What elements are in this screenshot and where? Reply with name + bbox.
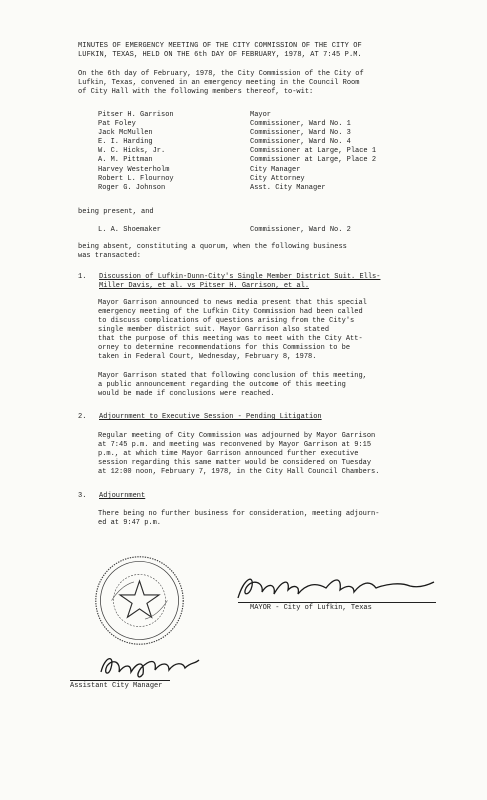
member-name: Pat Foley xyxy=(98,120,136,129)
intro-line: of City Hall with the following members thereof, to-wit: xyxy=(78,88,314,96)
member-name: Robert L. Flournoy xyxy=(98,174,174,183)
member-name: W. C. Hicks, Jr. xyxy=(98,147,166,156)
paragraph-line: orney to determine recommendations for this Commission to be xyxy=(98,344,351,352)
member-name: A. M. Pittman xyxy=(98,156,153,165)
paragraph-line: Regular meeting of City Commission was adjourned by Mayor Garrison xyxy=(98,432,376,440)
mayor-signature-caption: MAYOR - City of Lufkin, Texas xyxy=(250,604,372,612)
quorum-line: was transacted: xyxy=(78,252,142,260)
item-heading-line: Miller Davis, et al. vs Pitser H. Garrison, et al. xyxy=(99,282,310,290)
item-heading-line: Discussion of Lufkin-Dunn-City's Single Member District Suit. Ells- xyxy=(99,273,381,281)
member-title: Mayor xyxy=(250,111,272,119)
title-line: LUFKIN, TEXAS, HELD ON THE 6th DAY OF FEBRUARY, 1978, AT 7:45 P.M. xyxy=(78,51,362,59)
item-2-paragraph xyxy=(98,432,448,477)
paragraph-line: Mayor Garrison announced to news media present that this special xyxy=(98,299,367,307)
member-name: Roger G. Johnson xyxy=(98,183,166,192)
quorum-statement xyxy=(78,243,438,261)
agenda-item-1 xyxy=(78,273,450,291)
intro-paragraph xyxy=(78,70,448,97)
item-heading xyxy=(99,492,450,501)
item-1-paragraph-1 xyxy=(98,299,448,362)
mayor-signature-icon xyxy=(230,570,445,602)
intro-line: On the 6th day of February, 1978, the City Commission of the City of xyxy=(78,70,364,78)
item-3-paragraph xyxy=(98,510,448,528)
quorum-line: being absent, constituting a quorum, when the following business xyxy=(78,243,347,251)
paragraph-line: ed at 9:47 p.m. xyxy=(98,519,162,527)
paragraph-line: at 7:45 p.m. and meeting was reconvened by Mayor Garrison at 9:15 xyxy=(98,441,372,449)
member-title: City Attorney xyxy=(250,174,305,183)
assistant-signature-icon xyxy=(95,650,205,680)
member-title: Asst. City Manager xyxy=(250,183,326,192)
agenda-item-3 xyxy=(78,492,450,501)
paragraph-line: that the purpose of this meeting was to meet with the City Att- xyxy=(98,335,363,343)
item-number: 1. xyxy=(78,273,87,281)
member-title: Commissioner, Ward No. 1 xyxy=(250,120,351,129)
member-title: Commissioner at Large, Place 2 xyxy=(250,156,377,165)
item-heading xyxy=(99,273,450,291)
mayor-signature-line xyxy=(238,602,436,603)
item-heading-line: Adjournment xyxy=(99,492,146,500)
paragraph-line: at 12:00 noon, February 7, 1978, in the City Hall Council Chambers. xyxy=(98,468,380,476)
member-title: Commissioner, Ward No. 2 xyxy=(250,226,351,234)
city-seal-icon xyxy=(93,554,186,647)
member-name: Harvey Westerholm xyxy=(98,165,170,174)
title-line: MINUTES OF EMERGENCY MEETING OF THE CITY COMMISSION OF THE CITY OF xyxy=(78,42,362,50)
member-name: Jack McMullen xyxy=(98,129,153,138)
paragraph-line: to discuss complications of questions arising from the City's xyxy=(98,317,355,325)
paragraph-line: session regarding this same matter would be considered on Tuesday xyxy=(98,459,372,467)
assistant-signature-line xyxy=(70,680,170,681)
paragraph-line: single member district suit. Mayor Garrison also stated xyxy=(98,326,330,334)
member-name: L. A. Shoemaker xyxy=(98,226,162,234)
item-heading-line: Adjournment to Executive Session - Pending Litigation xyxy=(99,413,322,421)
member-name: E. I. Harding xyxy=(98,138,153,147)
minutes-title xyxy=(78,42,440,60)
assistant-signature-caption: Assistant City Manager xyxy=(70,682,163,690)
paragraph-line: p.m., at which time Mayor Garrison announced further executive xyxy=(98,450,359,458)
item-number: 3. xyxy=(78,492,87,500)
member-title: City Manager xyxy=(250,165,301,174)
being-present-text: being present, and xyxy=(78,208,154,216)
item-heading xyxy=(99,413,450,422)
paragraph-line: a public announcement regarding the outcome of this meeting xyxy=(98,381,346,389)
member-name: Pitser H. Garrison xyxy=(98,111,174,119)
paragraph-line: taken in Federal Court, Wednesday, February 8, 1978. xyxy=(98,353,317,361)
member-title: Commissioner, Ward No. 4 xyxy=(250,138,351,147)
member-title: Commissioner, Ward No. 3 xyxy=(250,129,351,138)
item-1-paragraph-2 xyxy=(98,372,448,399)
paragraph-line: would be made if conclusions were reached. xyxy=(98,390,275,398)
item-number: 2. xyxy=(78,413,87,421)
intro-line: Lufkin, Texas, convened in an emergency meeting in the Council Room xyxy=(78,79,360,87)
paragraph-line: There being no further business for consideration, meeting adjourn- xyxy=(98,510,380,518)
member-title: Commissioner at Large, Place 1 xyxy=(250,147,377,156)
paragraph-line: emergency meeting of the Lufkin City Commission had been called xyxy=(98,308,363,316)
paragraph-line: Mayor Garrison stated that following conclusion of this meeting, xyxy=(98,372,367,380)
agenda-item-2 xyxy=(78,413,450,422)
